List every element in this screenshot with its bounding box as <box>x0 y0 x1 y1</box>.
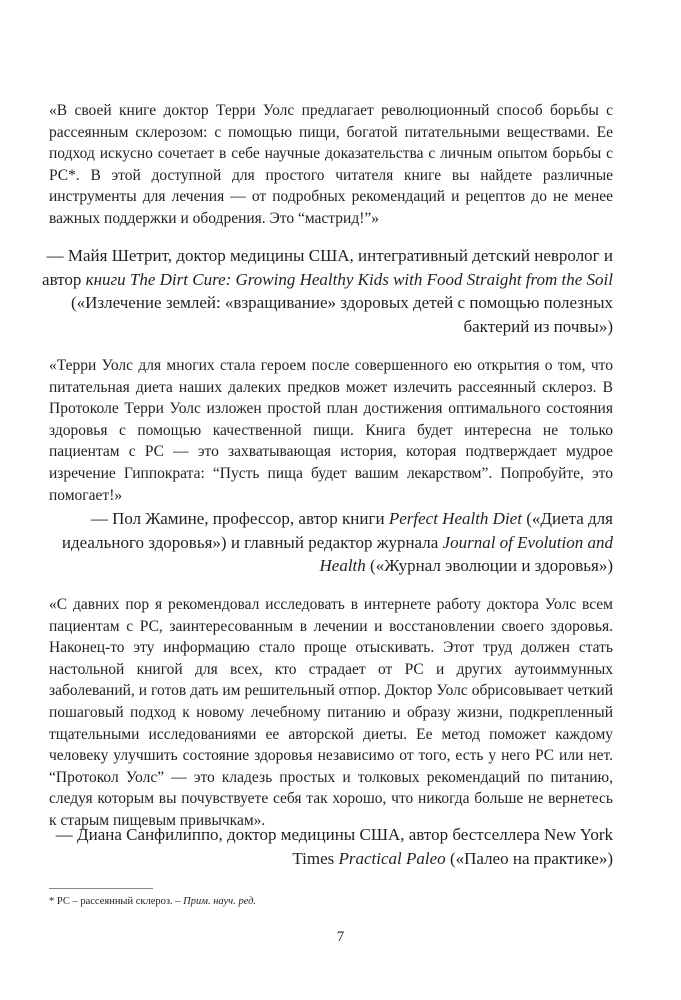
attribution-jaminet <box>33 507 613 578</box>
book-title: книги The Dirt Cure: Growing Healthy Kids with Food Straight from the Soil <box>85 269 613 289</box>
footnote-editor-note: Прим. науч. ред. <box>183 896 257 907</box>
attribution-text: — Майя Шетрит, доктор медицины США, интегративный детский невролог и автор <box>42 246 613 289</box>
footnote <box>49 895 609 909</box>
attribution-text: («Диета для идеального здоровья») и главный редактор журнала <box>61 509 613 552</box>
footnote-text: * РС – рассеянный склероз. – <box>49 896 184 907</box>
quote-text: «С давних пор я рекомендовал исследовать в интернете работу доктора Уолс всем пациентам с РС, заинтересованным в лечении и восстановлении своего здоровья. Наконец-то эту информацию стало проще отыскивать. Этот труд должен стать настольной книгой для всех, кто страдает от РС и других аутоиммунных заболеваний, и готов дать им решительный отпор. Доктор Уолс обрисовывает четкий пошаговый подход к новому лечебному питанию и образу жизни, подкрепленный тщательными исследованиями ее авторской диеты. Ее метод поможет каждому человеку улучшить состояние здоровья независимо от того, есть у него РС или нет. “Протокол Уолс” — это кладезь простых и толковых рекомендаций по питанию, следуя которым вы почувствуете себя так хорошо, что никогда больше не вернетесь к старым пищевым привычкам». <box>49 596 613 829</box>
attribution-text: («Излечение землей: «взращивание» здоровых детей с помощью полезных бактерий из почвы») <box>70 293 613 336</box>
page-number: 7 <box>336 929 345 945</box>
quote-text: «В своей книге доктор Терри Уолс предлагает революционный способ борьбы с рассеянным склерозом: с помощью пищи, богатой питательными веществами. Ее подход искусно сочетает в себе научные доказательства с личным опытом борьбы с РС*. В этой доступной для простого читателя книге вы найдете различные инструменты для лечения — от подробных рекомендаций и рецептов до не менее важных поддержки и ободрения. Это “мастрид!”» <box>49 102 613 227</box>
attribution-text: — Диана Санфилиппо, доктор медицины США, автор бестселлера New York Times <box>55 825 613 868</box>
attribution-text: — Пол Жамине, профессор, автор книги <box>90 509 389 528</box>
quote-jaminet-review <box>49 355 613 506</box>
book-title: Practical Paleo <box>338 848 446 868</box>
journal-title: Journal of Evolution and Health <box>319 532 613 575</box>
quote-wahls-review <box>49 100 613 230</box>
attribution-sanfilippo <box>33 823 613 870</box>
footnote-divider <box>49 888 153 889</box>
attribution-text: («Палео на практике») <box>445 848 613 868</box>
attribution-shetreat <box>33 244 613 338</box>
quote-text: «Терри Уолс для многих стала героем после совершенного ею открытия о том, что питательная диета наших далеких предков может излечить рассеянный склероз. В Протоколе Терри Уолс изложен простой план достижения оптимального состояния здоровья с помощью качественной пищи. Книга будет интересна не только пациентам с РС — это захватывающая история, которая подтверждает мудрое изречение Гиппократа: “Пусть пища будет вашим лекарством”. Попробуйте, это помогает!» <box>49 357 613 504</box>
attribution-text: («Журнал эволюции и здоровья») <box>365 556 613 575</box>
quote-sanfilippo-review <box>49 594 613 832</box>
book-title: Perfect Health Diet <box>388 509 522 528</box>
